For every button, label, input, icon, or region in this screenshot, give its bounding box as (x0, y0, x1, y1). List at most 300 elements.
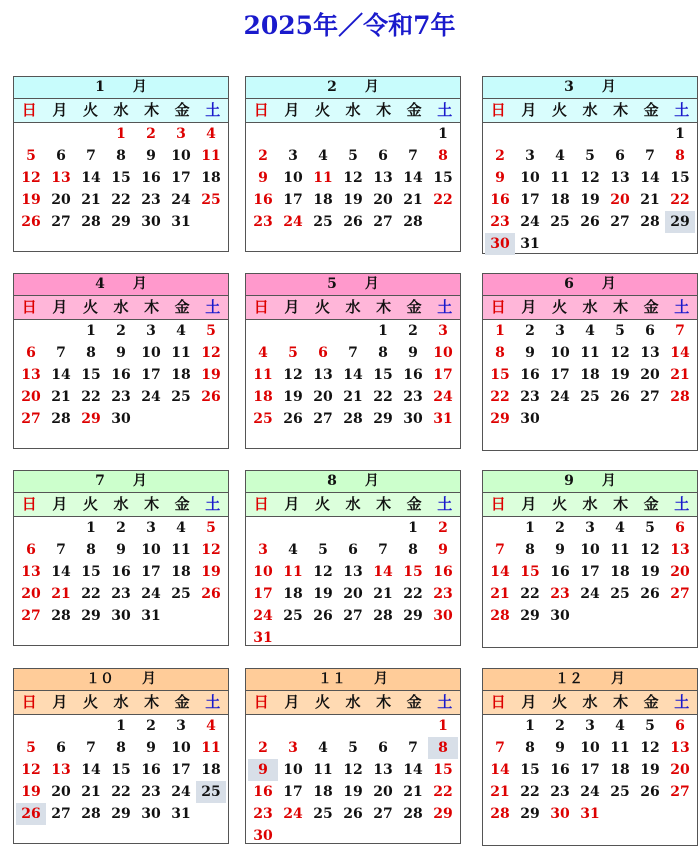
weekday-row (246, 493, 460, 517)
day-cell: 20 (373, 784, 393, 800)
day-cell: 17 (141, 367, 161, 383)
day-cell: 23 (253, 806, 273, 822)
weekday-label: 水 (113, 693, 129, 711)
day-cell: 7 (495, 740, 505, 756)
month-calendar (13, 668, 229, 844)
weekday-label: 日 (21, 298, 37, 316)
day-cell: 23 (253, 214, 273, 230)
weekday-label: 金 (174, 298, 190, 316)
month-header: 4 月 (14, 274, 228, 296)
day-cell: 6 (615, 148, 625, 164)
day-cell: 3 (288, 148, 298, 164)
day-cell: 31 (433, 411, 453, 427)
day-cell: 25 (253, 411, 273, 427)
day-cell: 19 (21, 784, 41, 800)
weekday-label: 木 (376, 495, 392, 513)
day-cell: 28 (403, 806, 423, 822)
weekday-label: 土 (674, 693, 690, 711)
day-cell: 28 (51, 411, 71, 427)
day-cell: 1 (525, 718, 535, 734)
day-cell: 17 (520, 192, 540, 208)
day-cell: 23 (141, 784, 161, 800)
day-cell: 15 (490, 367, 510, 383)
day-cell: 23 (111, 586, 131, 602)
day-cell: 19 (640, 762, 660, 778)
empty-cell (278, 715, 308, 737)
day-cell: 30 (485, 233, 515, 255)
day-cell: 7 (675, 323, 685, 339)
day-cell: 29 (433, 806, 453, 822)
day-cell: 6 (348, 542, 358, 558)
month-calendar (13, 273, 229, 449)
weekday-label: 日 (490, 101, 506, 119)
weekday-label: 火 (314, 101, 330, 119)
day-cell: 31 (171, 806, 191, 822)
day-cell: 3 (146, 323, 156, 339)
weekday-label: 木 (376, 298, 392, 316)
day-cell: 16 (253, 192, 273, 208)
day-cell: 2 (495, 148, 505, 164)
day-cell: 11 (550, 170, 570, 186)
weekday-label: 日 (253, 495, 269, 513)
weekday-label: 月 (284, 101, 300, 119)
day-cell: 30 (141, 214, 161, 230)
weekday-label: 月 (284, 693, 300, 711)
weekday-label: 月 (521, 298, 537, 316)
day-grid (246, 517, 460, 649)
day-cell: 17 (580, 564, 600, 580)
day-cell: 8 (675, 148, 685, 164)
day-cell: 11 (580, 345, 600, 361)
weekday-label: 木 (144, 298, 160, 316)
day-cell: 15 (373, 367, 393, 383)
day-cell: 29 (665, 211, 695, 233)
day-cell: 29 (81, 608, 101, 624)
day-cell: 7 (645, 148, 655, 164)
empty-cell (338, 123, 368, 145)
weekday-label: 火 (314, 298, 330, 316)
day-cell: 30 (550, 608, 570, 624)
day-cell: 15 (520, 564, 540, 580)
day-cell: 11 (171, 542, 191, 558)
day-cell: 24 (171, 784, 191, 800)
day-cell: 13 (313, 367, 333, 383)
day-cell: 6 (26, 345, 36, 361)
day-cell: 17 (141, 564, 161, 580)
day-cell: 27 (373, 214, 393, 230)
weekday-label: 水 (345, 101, 361, 119)
day-cell: 5 (645, 520, 655, 536)
empty-cell (16, 715, 46, 737)
day-cell: 25 (313, 214, 333, 230)
day-cell: 8 (86, 542, 96, 558)
empty-cell (248, 517, 278, 539)
weekday-row (14, 99, 228, 123)
day-cell: 13 (51, 762, 71, 778)
day-cell: 11 (201, 740, 221, 756)
day-cell: 29 (111, 214, 131, 230)
weekday-label: 土 (205, 495, 221, 513)
day-cell: 18 (171, 564, 191, 580)
day-cell: 21 (81, 192, 101, 208)
day-cell: 26 (640, 586, 660, 602)
day-cell: 14 (640, 170, 660, 186)
day-cell: 6 (318, 345, 328, 361)
empty-cell (368, 123, 398, 145)
day-cell: 20 (313, 389, 333, 405)
weekday-row (483, 99, 697, 123)
day-cell: 12 (640, 740, 660, 756)
empty-cell (308, 517, 338, 539)
day-cell: 29 (403, 608, 423, 624)
month-calendar (482, 76, 698, 254)
day-cell: 19 (580, 192, 600, 208)
weekday-label: 火 (551, 495, 567, 513)
day-cell: 8 (86, 345, 96, 361)
day-cell: 12 (283, 367, 303, 383)
day-cell: 24 (141, 586, 161, 602)
day-cell: 8 (116, 740, 126, 756)
day-cell: 6 (675, 718, 685, 734)
day-cell: 25 (196, 781, 226, 803)
day-cell: 30 (111, 608, 131, 624)
day-cell: 26 (580, 214, 600, 230)
day-cell: 20 (21, 586, 41, 602)
day-cell: 6 (378, 740, 388, 756)
day-cell: 18 (253, 389, 273, 405)
weekday-label: 土 (437, 495, 453, 513)
day-cell: 13 (373, 762, 393, 778)
day-cell: 19 (343, 192, 363, 208)
day-cell: 9 (525, 345, 535, 361)
weekday-label: 日 (253, 693, 269, 711)
empty-cell (485, 715, 515, 737)
day-cell: 15 (81, 367, 101, 383)
day-cell: 31 (171, 214, 191, 230)
day-cell: 21 (670, 367, 690, 383)
day-cell: 3 (585, 520, 595, 536)
day-cell: 28 (51, 608, 71, 624)
day-cell: 9 (408, 345, 418, 361)
day-cell: 22 (520, 586, 540, 602)
day-cell: 10 (580, 740, 600, 756)
day-cell: 20 (51, 784, 71, 800)
weekday-label: 水 (113, 495, 129, 513)
day-cell: 4 (585, 323, 595, 339)
day-cell: 27 (373, 806, 393, 822)
day-grid (14, 517, 228, 627)
weekday-label: 木 (613, 101, 629, 119)
day-cell: 1 (86, 520, 96, 536)
day-grid (14, 123, 228, 233)
day-cell: 28 (490, 806, 510, 822)
month-calendar (13, 76, 229, 252)
day-cell: 11 (313, 762, 333, 778)
day-cell: 23 (490, 214, 510, 230)
day-cell: 25 (171, 389, 191, 405)
day-cell: 24 (171, 192, 191, 208)
day-cell: 11 (253, 367, 273, 383)
day-cell: 18 (610, 762, 630, 778)
day-cell: 24 (283, 806, 303, 822)
weekday-label: 土 (205, 298, 221, 316)
page-title: 2025年／令和7年 (243, 11, 456, 40)
empty-cell (485, 123, 515, 145)
day-cell: 14 (403, 762, 423, 778)
day-cell: 10 (171, 148, 191, 164)
weekday-label: 金 (643, 495, 659, 513)
day-cell: 29 (490, 411, 510, 427)
day-cell: 6 (56, 148, 66, 164)
day-cell: 12 (21, 170, 41, 186)
weekday-label: 月 (521, 101, 537, 119)
day-cell: 6 (675, 520, 685, 536)
month-calendar (245, 273, 461, 449)
weekday-label: 土 (437, 298, 453, 316)
day-cell: 11 (201, 148, 221, 164)
empty-cell (46, 715, 76, 737)
day-cell: 25 (283, 608, 303, 624)
day-cell: 6 (645, 323, 655, 339)
day-cell: 17 (171, 762, 191, 778)
month-calendar (245, 76, 461, 252)
day-cell: 12 (610, 345, 630, 361)
day-cell: 21 (403, 192, 423, 208)
day-cell: 22 (111, 784, 131, 800)
day-cell: 4 (615, 520, 625, 536)
day-cell: 20 (343, 586, 363, 602)
day-cell: 25 (313, 806, 333, 822)
empty-cell (575, 123, 605, 145)
weekday-label: 月 (521, 693, 537, 711)
month-calendar (245, 668, 461, 844)
weekday-label: 金 (643, 693, 659, 711)
day-cell: 10 (171, 740, 191, 756)
weekday-label: 金 (174, 495, 190, 513)
day-cell: 22 (81, 389, 101, 405)
day-cell: 19 (21, 192, 41, 208)
day-cell: 27 (21, 411, 41, 427)
day-cell: 17 (171, 170, 191, 186)
day-cell: 3 (555, 323, 565, 339)
weekday-label: 金 (174, 693, 190, 711)
day-cell: 2 (258, 148, 268, 164)
day-cell: 2 (555, 718, 565, 734)
day-cell: 17 (283, 784, 303, 800)
day-cell: 4 (318, 740, 328, 756)
day-cell: 14 (490, 564, 510, 580)
day-cell: 22 (433, 784, 453, 800)
day-cell: 2 (258, 740, 268, 756)
day-cell: 5 (348, 740, 358, 756)
day-cell: 2 (438, 520, 448, 536)
day-cell: 18 (171, 367, 191, 383)
weekday-label: 土 (437, 101, 453, 119)
day-cell: 11 (610, 740, 630, 756)
day-cell: 5 (288, 345, 298, 361)
weekday-label: 火 (314, 693, 330, 711)
day-cell: 27 (670, 586, 690, 602)
day-cell: 23 (403, 389, 423, 405)
weekday-row (483, 296, 697, 320)
day-cell: 30 (520, 411, 540, 427)
day-cell: 5 (585, 148, 595, 164)
day-grid (483, 715, 697, 825)
day-cell: 28 (81, 806, 101, 822)
day-cell: 19 (610, 367, 630, 383)
day-cell: 5 (615, 323, 625, 339)
weekday-label: 木 (144, 693, 160, 711)
day-cell: 15 (111, 170, 131, 186)
day-cell: 19 (201, 564, 221, 580)
day-cell: 12 (201, 542, 221, 558)
day-grid (483, 320, 697, 430)
day-cell: 13 (51, 170, 71, 186)
day-cell: 21 (51, 586, 71, 602)
day-cell: 6 (26, 542, 36, 558)
day-cell: 13 (21, 367, 41, 383)
day-cell: 4 (555, 148, 565, 164)
day-cell: 3 (288, 740, 298, 756)
day-cell: 23 (111, 389, 131, 405)
day-cell: 22 (81, 586, 101, 602)
day-cell: 24 (253, 608, 273, 624)
month-header: １０ 月 (14, 669, 228, 691)
day-cell: 8 (428, 737, 458, 759)
empty-cell (368, 715, 398, 737)
day-cell: 10 (433, 345, 453, 361)
day-cell: 22 (111, 192, 131, 208)
weekday-label: 火 (314, 495, 330, 513)
weekday-row (483, 493, 697, 517)
month-header: 6 月 (483, 274, 697, 296)
day-cell: 23 (550, 784, 570, 800)
day-cell: 10 (550, 345, 570, 361)
weekday-label: 月 (52, 298, 68, 316)
weekday-label: 水 (345, 298, 361, 316)
weekday-label: 金 (406, 298, 422, 316)
weekday-label: 月 (52, 495, 68, 513)
day-cell: 15 (433, 762, 453, 778)
empty-cell (398, 715, 428, 737)
day-cell: 5 (318, 542, 328, 558)
day-cell: 16 (550, 564, 570, 580)
day-cell: 20 (21, 389, 41, 405)
day-grid (483, 123, 697, 255)
empty-cell (76, 715, 106, 737)
day-cell: 15 (111, 762, 131, 778)
weekday-label: 月 (521, 495, 537, 513)
day-cell: 27 (343, 608, 363, 624)
day-cell: 31 (580, 806, 600, 822)
day-cell: 20 (610, 192, 630, 208)
day-cell: 26 (640, 784, 660, 800)
day-cell: 15 (433, 170, 453, 186)
day-cell: 8 (408, 542, 418, 558)
day-cell: 3 (585, 718, 595, 734)
day-cell: 18 (610, 564, 630, 580)
weekday-label: 水 (113, 298, 129, 316)
day-cell: 29 (373, 411, 393, 427)
day-cell: 20 (373, 192, 393, 208)
empty-cell (635, 123, 665, 145)
empty-cell (16, 517, 46, 539)
day-cell: 10 (253, 564, 273, 580)
day-cell: 7 (56, 542, 66, 558)
day-cell: 1 (438, 126, 448, 142)
day-cell: 21 (373, 586, 393, 602)
day-cell: 16 (403, 367, 423, 383)
day-cell: 1 (408, 520, 418, 536)
day-cell: 21 (343, 389, 363, 405)
day-cell: 11 (313, 170, 333, 186)
weekday-label: 土 (205, 693, 221, 711)
empty-cell (46, 320, 76, 342)
day-cell: 16 (141, 170, 161, 186)
weekday-label: 水 (113, 101, 129, 119)
day-cell: 14 (51, 367, 71, 383)
weekday-label: 木 (376, 693, 392, 711)
day-cell: 9 (146, 148, 156, 164)
day-cell: 11 (171, 345, 191, 361)
day-cell: 13 (21, 564, 41, 580)
day-cell: 21 (81, 784, 101, 800)
weekday-label: 火 (82, 495, 98, 513)
day-cell: 19 (640, 564, 660, 580)
day-cell: 5 (206, 323, 216, 339)
day-cell: 22 (373, 389, 393, 405)
empty-cell (278, 123, 308, 145)
day-cell: 23 (520, 389, 540, 405)
month-header: １２ 月 (483, 669, 697, 691)
day-cell: 30 (550, 806, 570, 822)
day-cell: 22 (433, 192, 453, 208)
day-cell: 9 (146, 740, 156, 756)
day-cell: 17 (580, 762, 600, 778)
day-cell: 27 (610, 214, 630, 230)
day-cell: 1 (116, 718, 126, 734)
day-cell: 3 (176, 126, 186, 142)
weekday-label: 水 (582, 298, 598, 316)
day-cell: 9 (555, 740, 565, 756)
day-cell: 20 (640, 367, 660, 383)
day-cell: 24 (580, 784, 600, 800)
weekday-row (14, 493, 228, 517)
day-cell: 29 (520, 608, 540, 624)
day-cell: 27 (51, 806, 71, 822)
empty-cell (46, 517, 76, 539)
day-cell: 24 (550, 389, 570, 405)
day-cell: 13 (640, 345, 660, 361)
weekday-label: 土 (674, 495, 690, 513)
day-cell: 15 (403, 564, 423, 580)
day-cell: 18 (313, 192, 333, 208)
day-cell: 31 (520, 236, 540, 252)
day-cell: 12 (580, 170, 600, 186)
day-grid (14, 715, 228, 825)
day-cell: 7 (86, 740, 96, 756)
day-cell: 7 (378, 542, 388, 558)
day-cell: 14 (403, 170, 423, 186)
day-cell: 4 (288, 542, 298, 558)
day-cell: 31 (253, 630, 273, 646)
day-cell: 12 (343, 170, 363, 186)
day-cell: 1 (495, 323, 505, 339)
day-cell: 26 (21, 214, 41, 230)
day-cell: 19 (313, 586, 333, 602)
day-cell: 28 (640, 214, 660, 230)
day-cell: 9 (438, 542, 448, 558)
